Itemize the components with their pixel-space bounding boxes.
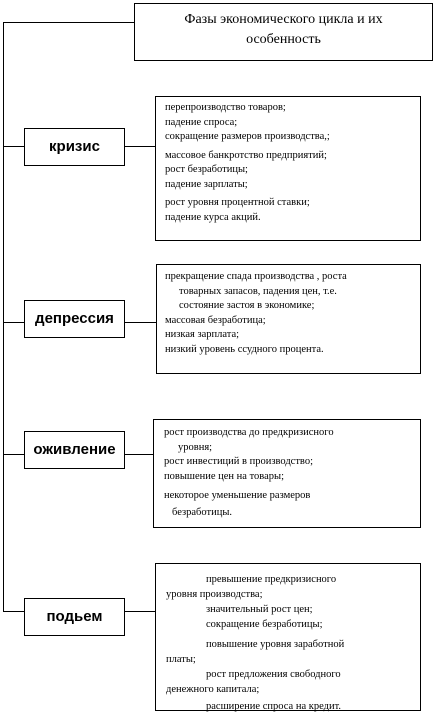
connector-depression-left — [3, 322, 24, 323]
spine-line — [3, 22, 4, 612]
boom-item: значительный рост цен; — [206, 604, 313, 615]
connector-recovery-right — [125, 454, 153, 455]
depression-description — [156, 264, 421, 374]
title-line-1: Фазы экономического цикла и их — [184, 12, 383, 27]
connector-recovery-left — [3, 454, 24, 455]
crisis-item: рост уровня процентной ставки; — [165, 197, 310, 208]
recovery-item: некоторое уменьшение размеров — [164, 490, 311, 501]
depression-item: состояние застоя в экономике; — [179, 300, 315, 311]
boom-item: сокращение безработицы; — [206, 619, 323, 630]
boom-item: рост предложения свободного — [206, 669, 341, 680]
title-line-2: особенность — [246, 32, 321, 47]
phase-crisis: кризис — [24, 128, 125, 166]
crisis-item: рост безработицы; — [165, 164, 248, 175]
recovery-item: рост производства до предкризисного — [164, 427, 334, 438]
depression-item: массовая безработица; — [165, 314, 266, 326]
crisis-item: перепроизводство товаров; — [165, 102, 286, 113]
boom-item: превышение предкризисного — [206, 574, 337, 585]
connector-depression-right — [125, 322, 156, 323]
connector-boom-right — [125, 611, 155, 612]
title-connector — [3, 22, 134, 23]
connector-boom-left — [3, 611, 24, 612]
connector-crisis-left — [3, 146, 24, 147]
crisis-item: падение спроса; — [165, 116, 238, 128]
boom-item: повышение уровня заработной — [206, 639, 345, 650]
depression-item: низкий уровень ссудного процента. — [165, 343, 324, 355]
crisis-item: сокращение размеров производства,; — [165, 131, 330, 142]
crisis-item: падение зарплаты; — [165, 178, 248, 190]
depression-item: прекращение спада производства , роста — [165, 271, 347, 282]
boom-item: расширение спроса на кредит. — [206, 701, 341, 712]
phase-recovery: оживление — [24, 431, 125, 469]
boom-item: денежного капитала; — [166, 684, 260, 695]
diagram-title — [134, 3, 433, 61]
boom-description — [155, 563, 421, 711]
depression-item: низкая зарплата; — [165, 329, 240, 340]
recovery-item: рост инвестиций в производство; — [164, 456, 313, 467]
boom-item: платы; — [166, 654, 196, 665]
recovery-item: безработицы. — [172, 506, 233, 518]
recovery-item: повышение цен на товары; — [164, 470, 284, 482]
phase-depression: депрессия — [24, 300, 125, 338]
crisis-description — [155, 96, 421, 241]
boom-item: уровня производства; — [166, 589, 263, 600]
recovery-item: уровня; — [178, 441, 213, 453]
phase-boom: подьем — [24, 598, 125, 636]
depression-item: товарных запасов, падения цен, т.е. — [179, 285, 337, 297]
crisis-item: падение курса акций. — [165, 211, 261, 223]
connector-crisis-right — [125, 146, 155, 147]
crisis-item: массовое банкротство предприятий; — [165, 149, 327, 161]
recovery-description — [153, 419, 421, 528]
